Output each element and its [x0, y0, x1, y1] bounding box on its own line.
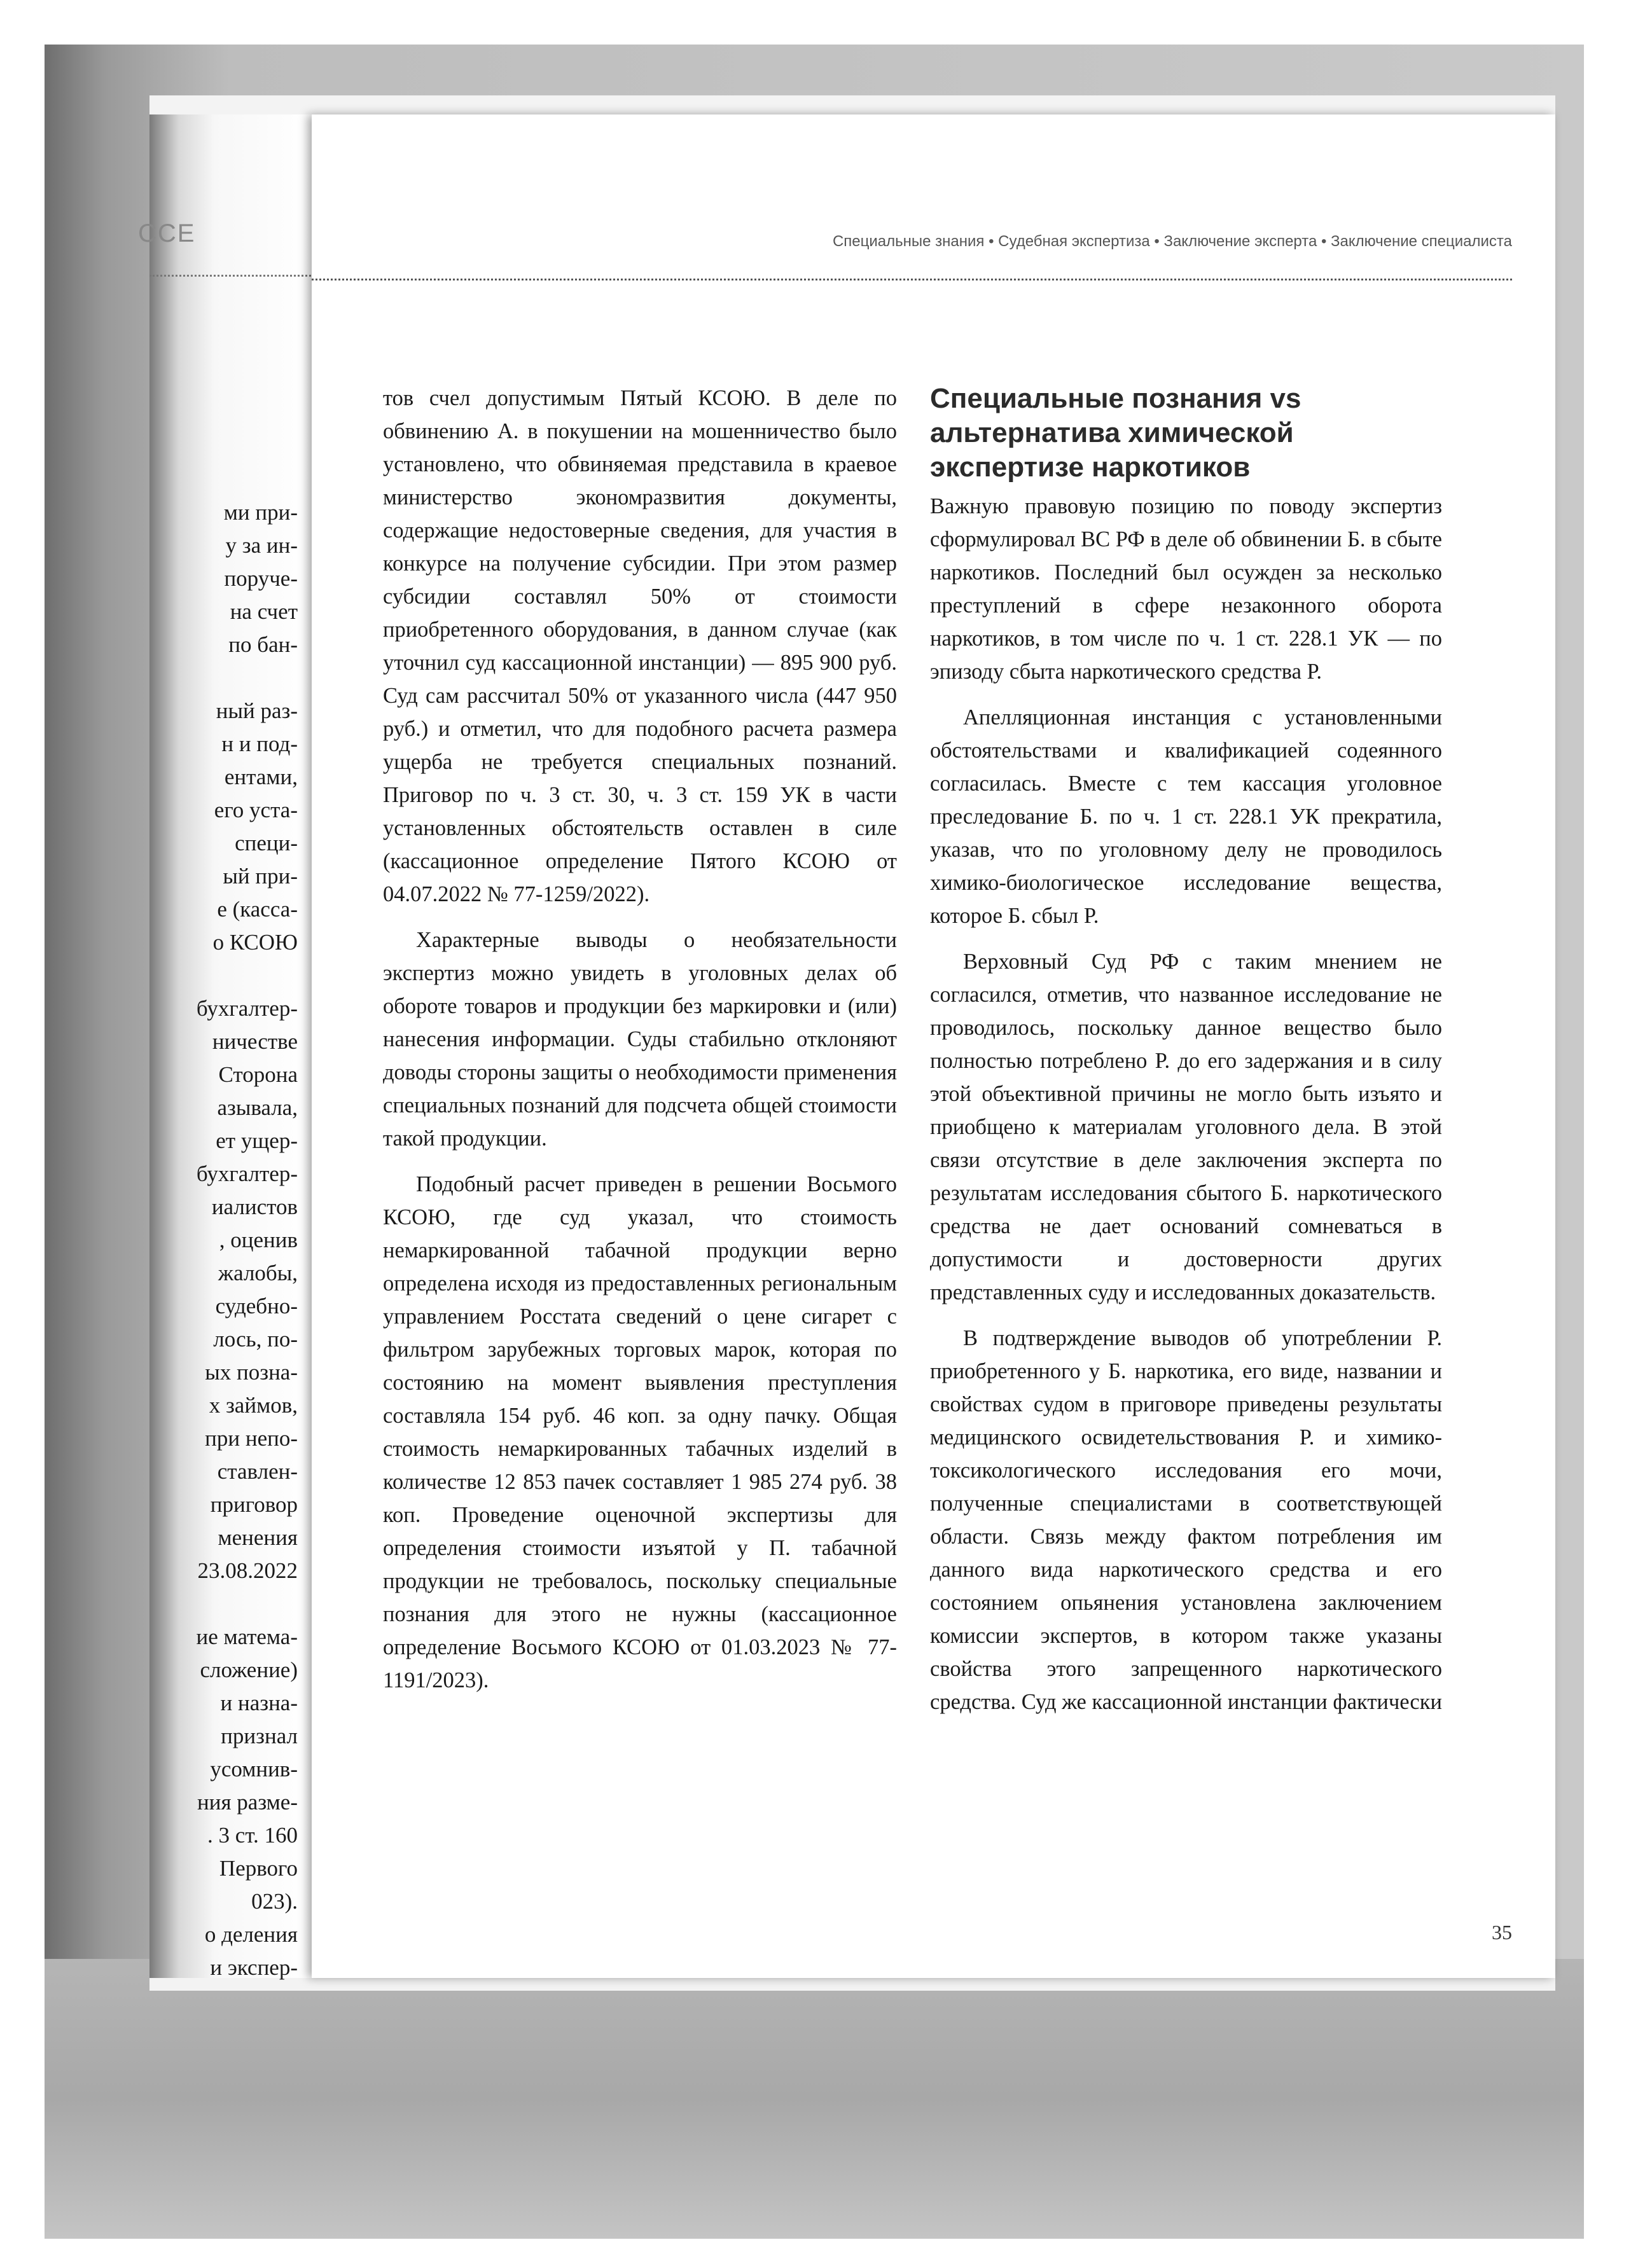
left-page-line: ие матема-	[196, 1624, 298, 1649]
left-page-line: сложение)	[200, 1657, 298, 1682]
column-left	[383, 382, 897, 1697]
left-page-line: 23.08.2022	[197, 1558, 298, 1583]
left-page-line: бухгалтер-	[196, 996, 298, 1021]
left-page-text	[149, 496, 312, 1984]
left-page-line: ет ущер-	[216, 1128, 298, 1153]
running-head: Специальные знания • Судебная экспертиза • Заключение эксперта • Заключение специалиста	[832, 233, 1512, 250]
left-page-line: приговор	[210, 1492, 298, 1517]
left-page-line: н и под-	[221, 731, 298, 756]
left-page-line: х займов,	[209, 1393, 298, 1418]
left-page-line: бухгалтер-	[196, 1161, 298, 1186]
paragraph: Верховный Суд РФ с таким мнением не согласился, отметив, что названное исследование не проводилось, поскольку данное вещество было полностью потреблено Р. до его задержания и в силу этой объективной причины не могло быть изъято и приобщено к материалам уголовного дела. В этой связи отсутствие в деле заключения эксперта по результатам исследования сбытого Б. наркотического средства не дает оснований сомневаться в допустимости и достоверности других представленных суду и исследованных доказательств.	[930, 950, 1442, 1304]
left-page-line: и назна-	[220, 1691, 298, 1715]
left-page-line: судебно-	[215, 1294, 298, 1318]
left-page-line: Сторона	[218, 1062, 298, 1087]
left-page-line: ентами,	[224, 764, 298, 789]
left-page-line: е (касса-	[217, 897, 298, 922]
left-page-line: ничестве	[212, 1029, 298, 1054]
left-running-head-fragment: ССЕ	[138, 219, 196, 247]
left-page-line: о деления	[204, 1922, 298, 1947]
left-page-line: иалистов	[211, 1194, 298, 1219]
left-page-line: ых позна-	[205, 1360, 298, 1385]
left-page-line: азывала,	[217, 1095, 298, 1120]
left-page-line: менения	[218, 1525, 298, 1550]
left-page-line: и экспер-	[210, 1955, 298, 1980]
paragraph: тов счел допустимым Пятый КСОЮ. В деле по обвинению А. в покушении на мошенничество было установлено, что обвиняемая представила в краевое министерство экономразвития документы, содержащие недостоверные сведения, для участия в конкурсе на получение субсидии. При этом размер субсидии составлял 50% от стоимости приобретенного оборудования, в данном случае (как уточнил суд кассационной инстанции) — 895 900 руб. Суд сам рассчитал 50% от указанного числа (447 950 руб.) и отметил, что для подобного расчета размера ущерба не требуется специальных познаний. Приговор по ч. 3 ст. 30, ч. 3 ст. 159 УК в части установленных обстоятельств оставлен в силе (кассационное определение Пятого КСОЮ от 04.07.2022 № 77-1259/2022).	[383, 386, 897, 906]
left-page-line: о КСОЮ	[212, 930, 298, 955]
left-page-line: его уста-	[214, 798, 298, 822]
left-page-line: усомнив-	[210, 1757, 298, 1781]
left-page-line: у за ин-	[225, 533, 298, 558]
left-page-line: на счет	[230, 599, 298, 624]
page-35	[312, 114, 1555, 1978]
left-page-line: признал	[221, 1724, 298, 1748]
column-right	[930, 382, 1442, 1718]
left-page-line: жалобы,	[218, 1261, 298, 1285]
left-page-line: ный раз-	[216, 698, 298, 723]
left-page-line	[149, 1587, 312, 1621]
left-page-line: , оценив	[219, 1227, 298, 1252]
left-page-line: . 3 ст. 160	[207, 1823, 298, 1848]
left-page-line	[149, 661, 312, 695]
paragraph: Характерные выводы о необязательности экспертиз можно увидеть в уголовных делах об обороте товаров и продукции без маркировки и (или) нанесения информации. Суды стабильно отклоняют доводы стороны защиты о необходимости применения специальных познаний для подсчета общей стоимости такой продукции.	[383, 928, 897, 1151]
left-page-fragment	[138, 114, 312, 1980]
paragraph: В подтверждение выводов об употреблении Р. приобретенного у Б. наркотика, его виде, названии и свойствах судом в приговоре приведены результаты медицинского освидетельствования Р. и химико-токсикологического исследования его мочи, полученные специалистами в соответствующей области. Связь между фактом потребления им данного вида наркотического средства и его состоянием опьянения установлена заключением комиссии экспертов, в котором также указаны свойства этого запрещенного наркотического средства. Суд же кассационной инстанции фактически	[930, 1326, 1442, 1714]
left-page-line: при непо-	[205, 1426, 298, 1451]
left-page-line: специ-	[235, 831, 298, 855]
paragraph: Важную правовую позицию по поводу экспертиз сформулировал ВС РФ в деле об обвинении Б. в сбыте наркотиков. Последний был осужден за несколько преступлений в сфере незаконного оборота наркотиков, в том числе по ч. 1 ст. 228.1 УК — по эпизоду сбыта наркотического средства Р.	[930, 494, 1442, 684]
head-rule	[312, 279, 1512, 280]
left-page-line: ми при-	[223, 500, 298, 525]
left-page-line: 023).	[251, 1889, 298, 1914]
left-page-line	[149, 959, 312, 992]
paragraph: Апелляционная инстанция с установленными обстоятельствами и квалификацией содеянного согласилась. Вместе с тем кассация уголовное преследование Б. по ч. 1 ст. 228.1 УК прекратила, указав, что по уголовному делу не проводилось химико-биологическое исследование вещества, которое Б. сбыл Р.	[930, 705, 1442, 928]
left-page-line: ния разме-	[197, 1790, 298, 1815]
left-page-line: поруче-	[224, 566, 298, 591]
page-number: 35	[1492, 1921, 1512, 1944]
section-title: Специальные познания vs альтернатива химической экспертизе наркотиков	[930, 383, 1301, 483]
left-page-line: по бан-	[228, 632, 298, 657]
left-head-rule	[149, 275, 315, 277]
left-page-line: Первого	[219, 1856, 298, 1881]
left-page-line: лось, по-	[213, 1327, 298, 1352]
scan-bottom-shadow	[45, 1959, 1584, 2239]
left-page-line: ставлен-	[217, 1459, 298, 1484]
paragraph: Подобный расчет приведен в решении Восьмого КСОЮ, где суд указал, что стоимость немаркированной табачной продукции верно определена исходя из предоставленных региональным управлением Росстата сведений о цене сигарет с фильтром зарубежных торговых марок, которая по состоянию на момент выявления преступления составляла 154 руб. 46 коп. за одну пачку. Общая стоимость немаркированных табачных изделий в количестве 12 853 пачек составляет 1 985 274 руб. 38 коп. Проведение оценочной экспертизы для определения стоимости изъятой у П. табачной продукции не требовалось, поскольку специальные познания для этого не нужны (кассационное определение Восьмого КСОЮ от 01.03.2023 № 77-1191/2023).	[383, 1172, 897, 1692]
left-page-line: ый при-	[223, 864, 298, 889]
